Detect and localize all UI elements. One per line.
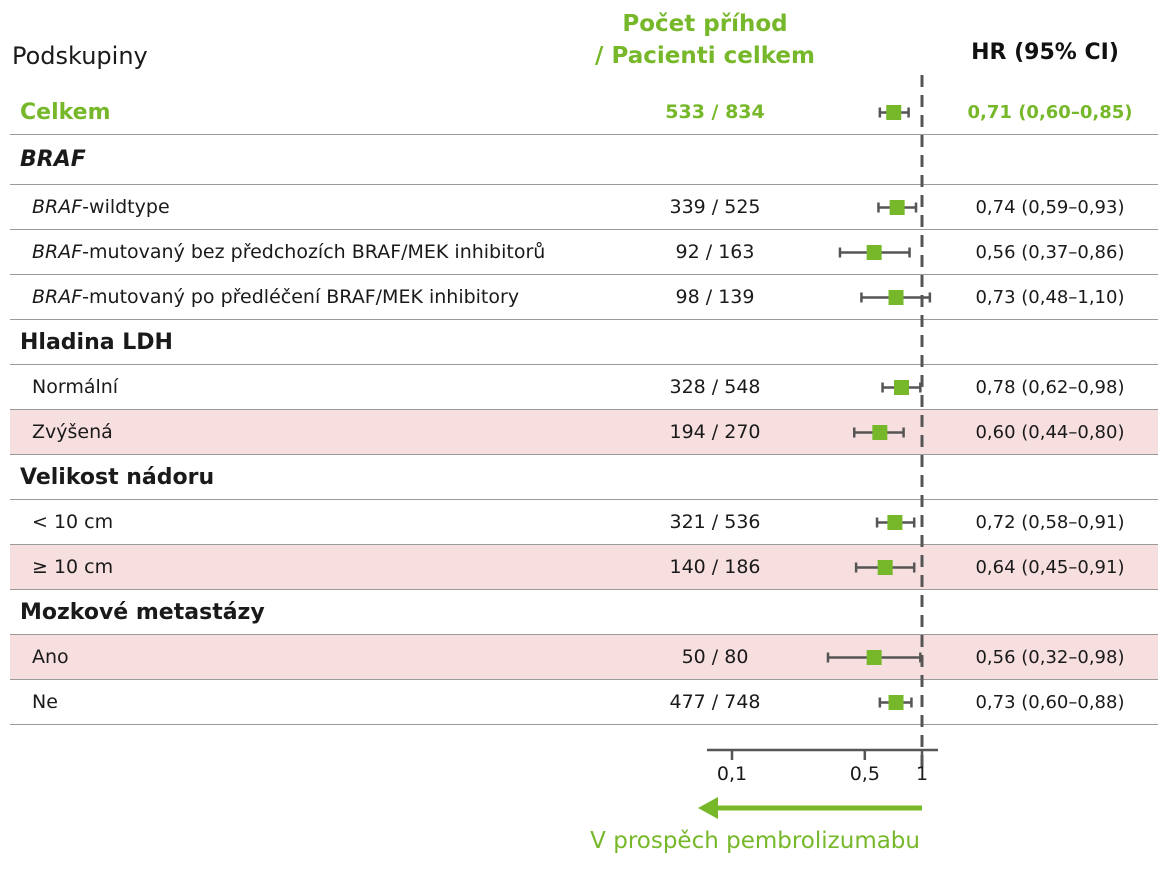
subgroup-label-text: -mutovaný bez předchozích BRAF/MEK inhibitorů xyxy=(82,241,546,263)
hr-value: 0,71 (0,60–0,85) xyxy=(967,101,1133,123)
subgroups-header: Podskupiny xyxy=(12,42,148,70)
subgroup-label-text: < 10 cm xyxy=(32,511,114,533)
hr-value: 0,73 (0,48–1,10) xyxy=(975,286,1125,308)
gene-name: BRAF xyxy=(32,286,83,308)
hr-value: 0,73 (0,60–0,88) xyxy=(975,691,1125,713)
events-value: 140 / 186 xyxy=(669,556,761,578)
subgroup-label-text: Ne xyxy=(32,691,58,713)
favors-arrow-head xyxy=(698,797,718,819)
hr-header: HR (95% CI) xyxy=(971,40,1119,65)
x-tick-label: 0,1 xyxy=(716,763,748,785)
favors-label: V prospěch pembrolizumabu xyxy=(590,828,920,854)
gene-name: BRAF xyxy=(32,241,83,263)
subgroup-label-text: Ano xyxy=(32,646,69,668)
subgroup-label-text: Hladina LDH xyxy=(20,329,173,355)
events-value: 50 / 80 xyxy=(681,646,749,668)
events-value: 321 / 536 xyxy=(669,511,761,533)
hr-value: 0,60 (0,44–0,80) xyxy=(975,421,1125,443)
subgroup-label-text: Normální xyxy=(32,376,119,398)
events-value: 533 / 834 xyxy=(665,101,765,123)
subgroup-label-text: Mozkové metastázy xyxy=(20,599,265,625)
events-value: 477 / 748 xyxy=(669,691,761,713)
events-header-line2: / Pacienti celkem xyxy=(595,43,815,69)
subgroup-label-text: -mutovaný po předléčení BRAF/MEK inhibitory xyxy=(82,286,520,308)
hr-value: 0,56 (0,32–0,98) xyxy=(975,646,1125,668)
subgroup-label-text: ≥ 10 cm xyxy=(32,556,114,578)
point-estimate xyxy=(867,245,882,260)
hr-value: 0,74 (0,59–0,93) xyxy=(975,196,1125,218)
events-value: 92 / 163 xyxy=(675,241,755,263)
x-tick-label: 1 xyxy=(915,763,929,785)
hr-value: 0,78 (0,62–0,98) xyxy=(975,376,1125,398)
point-estimate xyxy=(867,650,882,665)
hr-value: 0,56 (0,37–0,86) xyxy=(975,241,1125,263)
hr-value: 0,64 (0,45–0,91) xyxy=(975,556,1125,578)
events-value: 194 / 270 xyxy=(669,421,761,443)
events-value: 339 / 525 xyxy=(669,196,761,218)
subgroup-label-text: Velikost nádoru xyxy=(20,464,215,490)
point-estimate xyxy=(886,105,901,120)
subgroup-label-text: Celkem xyxy=(20,99,111,125)
point-estimate xyxy=(890,200,905,215)
hr-value: 0,72 (0,58–0,91) xyxy=(975,511,1125,533)
point-estimate xyxy=(889,695,904,710)
events-value: 98 / 139 xyxy=(675,286,755,308)
events-header-line1: Počet příhod xyxy=(622,11,788,37)
gene-name: BRAF xyxy=(32,196,83,218)
point-estimate xyxy=(887,515,902,530)
subgroup-label-text: BRAF xyxy=(20,147,86,172)
point-estimate xyxy=(878,560,893,575)
point-estimate xyxy=(894,380,909,395)
point-estimate xyxy=(889,290,904,305)
subgroup-label-text: Zvýšená xyxy=(32,421,113,443)
subgroup-label-text: -wildtype xyxy=(82,196,170,218)
x-tick-label: 0,5 xyxy=(849,763,880,785)
events-value: 328 / 548 xyxy=(669,376,761,398)
point-estimate xyxy=(872,425,887,440)
